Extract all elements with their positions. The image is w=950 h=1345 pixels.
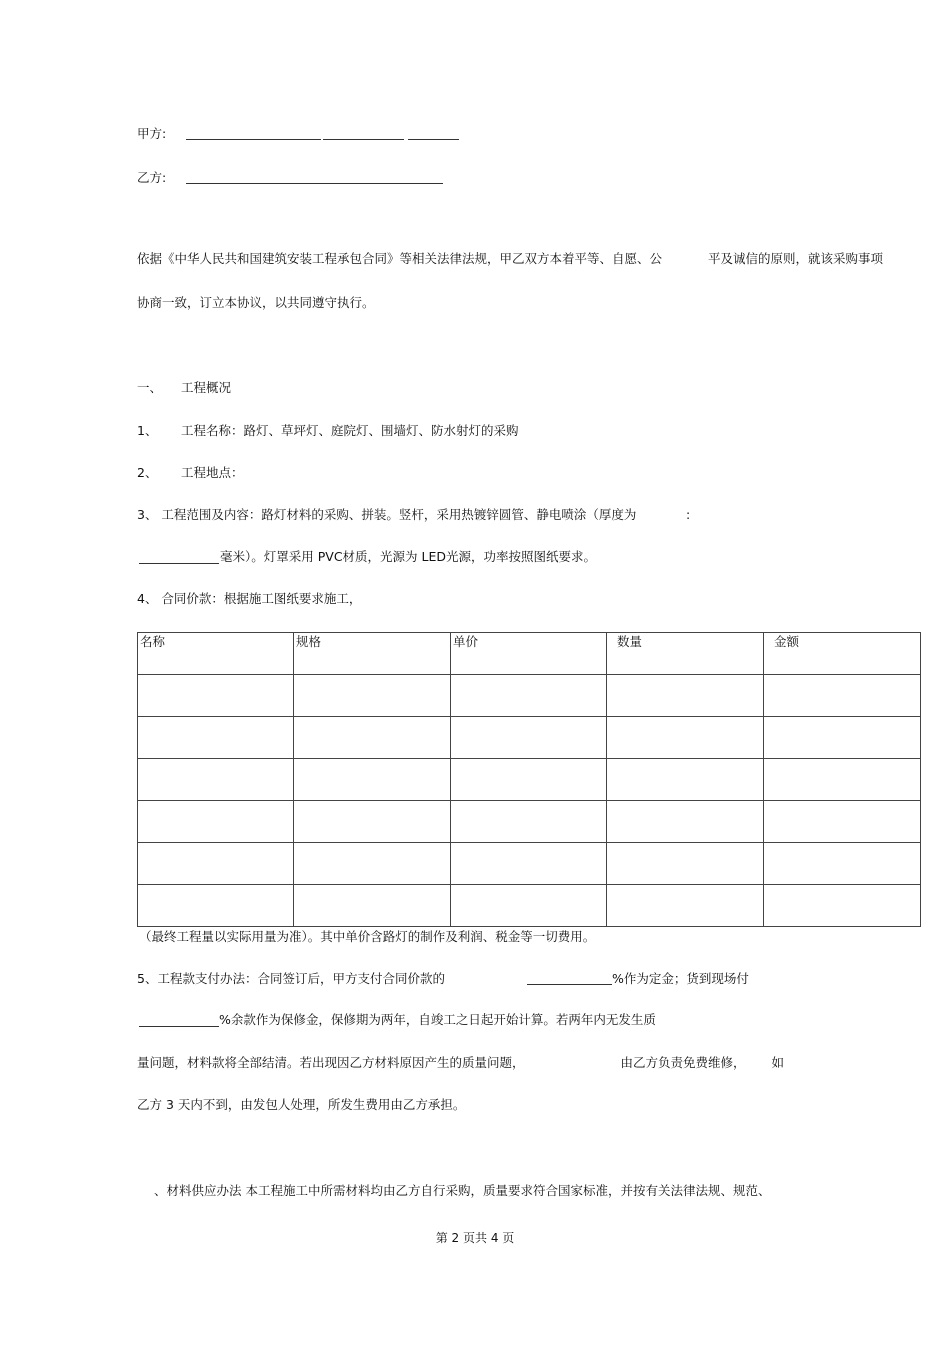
deposit-percent-blank (527, 984, 612, 985)
table-cell (764, 717, 921, 759)
table-cell (138, 759, 294, 801)
table-cell (764, 843, 921, 885)
table-row (138, 675, 921, 717)
price-table (137, 632, 921, 927)
table-cell (294, 885, 451, 927)
header-cell-unit-price (451, 633, 607, 675)
warranty-percent-blank (139, 1026, 219, 1027)
payment-line-3-part-a: 量问题，材料款将全部结清。若出现因乙方材料原因产生的质量问题， (137, 1055, 525, 1070)
item-3-colon: : (686, 507, 691, 522)
table-cell (451, 759, 607, 801)
table-cell (451, 675, 607, 717)
table-cell (294, 717, 451, 759)
header-unit-price-label: 单价 (453, 634, 479, 649)
table-cell (607, 885, 764, 927)
table-row (138, 885, 921, 927)
table-cell (451, 717, 607, 759)
table-cell (451, 885, 607, 927)
payment-line-2: %余款作为保修金，保修期为两年，自竣工之日起开始计算。若两年内无发生质 (219, 1012, 656, 1027)
header-quantity-label: 数量 (617, 634, 643, 649)
table-cell (138, 885, 294, 927)
header-amount-label: 金额 (774, 634, 800, 649)
table-cell (138, 801, 294, 843)
table-cell (138, 675, 294, 717)
page-footer: 第 2 页共 4 页 (435, 1231, 515, 1245)
table-body (138, 675, 921, 927)
item-1-number: 1、 (137, 423, 158, 438)
header-cell-quantity (607, 633, 764, 675)
intro-line-1-part-b: 平及诚信的原则，就该采购事项 (708, 251, 884, 266)
table-header-row (138, 633, 921, 675)
table-cell (764, 801, 921, 843)
item-3-line-2: 毫米）。灯罩采用 PVC材质，光源为 LED光源，功率按照图纸要求。 (220, 549, 597, 564)
party-a-label: 甲方: (137, 126, 167, 141)
thickness-blank (139, 563, 219, 564)
table-cell (607, 717, 764, 759)
payment-line-3-part-c: 如 (771, 1055, 785, 1070)
payment-line-3 (137, 1055, 784, 1071)
intro-line-1-part-a: 依据《中华人民共和国建筑安装工程承包合同》等相关法律法规，甲乙双方本着平等、自愿、公 (137, 251, 663, 266)
table-row (138, 759, 921, 801)
table-cell (138, 717, 294, 759)
table-note: （最终工程量以实际用量为准）。其中单价含路灯的制作及利润、税金等一切费用。 (139, 929, 596, 944)
header-cell-name (138, 633, 294, 675)
party-a-blank-1 (186, 139, 321, 140)
table-cell (294, 801, 451, 843)
table-row (138, 717, 921, 759)
header-cell-amount (764, 633, 921, 675)
table-cell (294, 675, 451, 717)
item-3-text: 3、 工程范围及内容：路灯材料的采购、拼装。竖杆，采用热镀锌圆管、静电喷涂（厚度为 (137, 507, 637, 522)
header-name-label: 名称 (140, 634, 166, 649)
intro-line-1 (137, 251, 883, 267)
table-cell (294, 843, 451, 885)
item-1-text: 工程名称：路灯、草坪灯、庭院灯、围墙灯、防水射灯的采购 (181, 423, 519, 438)
payment-line-1-part-b: %作为定金；货到现场付 (612, 971, 749, 986)
party-b-label: 乙方: (137, 170, 167, 185)
supply-line-1: 、材料供应办法 本工程施工中所需材料均由乙方自行采购，质量要求符合国家标准，并按有关法律法规、规范、 (154, 1183, 771, 1198)
table-row (138, 843, 921, 885)
table-cell (764, 885, 921, 927)
table-cell (138, 843, 294, 885)
table-cell (607, 801, 764, 843)
table-cell (451, 843, 607, 885)
item-2-number: 2、 (137, 465, 158, 480)
item-2-text: 工程地点： (181, 465, 244, 480)
intro-line-2: 协商一致，订立本协议，以共同遵守执行。 (137, 295, 375, 310)
table-cell (607, 843, 764, 885)
party-b-blank (186, 183, 443, 184)
party-a-blank-3 (408, 139, 459, 140)
payment-line-4: 乙方 3 天内不到，由发包人处理，所发生费用由乙方承担。 (137, 1097, 466, 1112)
table-cell (764, 759, 921, 801)
table-row (138, 801, 921, 843)
table-cell (607, 759, 764, 801)
section-1-title: 工程概况 (181, 380, 232, 395)
table-cell (764, 675, 921, 717)
item-4-text: 4、 合同价款：根据施工图纸要求施工， (137, 591, 362, 606)
table-cell (294, 759, 451, 801)
header-cell-spec (294, 633, 451, 675)
header-spec-label: 规格 (296, 634, 322, 649)
payment-line-3-part-b: 由乙方负责免费维修， (620, 1055, 746, 1070)
party-a-blank-2 (323, 139, 404, 140)
payment-line-1-part-a: 5、工程款支付办法：合同签订后，甲方支付合同价款的 (137, 971, 445, 986)
section-1-number: 一、 (137, 380, 163, 395)
table-cell (607, 675, 764, 717)
table-cell (451, 801, 607, 843)
